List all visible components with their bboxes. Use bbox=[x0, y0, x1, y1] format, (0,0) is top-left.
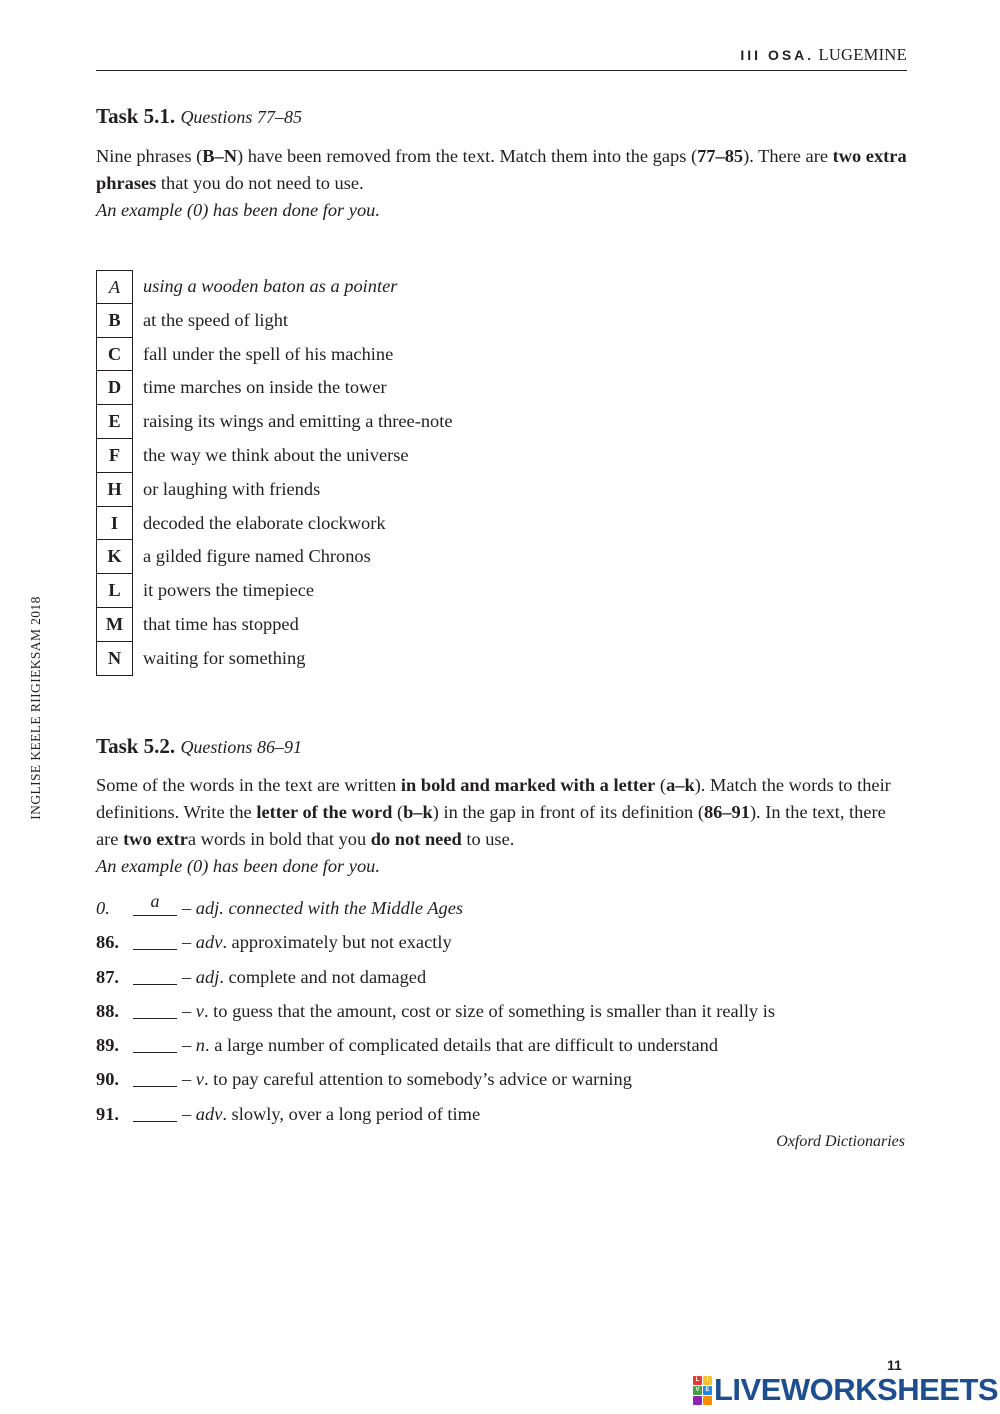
phrase-letter: I bbox=[96, 507, 133, 541]
task1-title bbox=[96, 104, 302, 129]
definition-number: 87. bbox=[96, 966, 119, 987]
definition-row bbox=[96, 1062, 916, 1096]
phrase-letter: A bbox=[96, 270, 133, 304]
phrase-letter: M bbox=[96, 608, 133, 642]
task2-instruction-text: Some of the words in the text are written in bold and marked with a letter (a–k). Match the words to their definitions. Write the letter of the word (b–k) in the gap in front of its definition (86–91). In the text, there are two extra words in bold that you do not need to use. bbox=[96, 775, 891, 849]
logo-tile: L bbox=[693, 1376, 702, 1385]
header-section: LUGEMINE bbox=[818, 45, 907, 64]
part-of-speech: adj bbox=[195, 966, 220, 987]
task1-instructions bbox=[96, 143, 908, 224]
task1-instruction-text: Nine phrases (B–N) have been removed from the text. Match them into the gaps (77–85). There are two extra phrases that you do not need to use. bbox=[96, 146, 907, 193]
definition-number: 91. bbox=[96, 1103, 119, 1124]
phrase-row bbox=[96, 439, 596, 473]
phrase-text: raising its wings and emitting a three-note bbox=[143, 411, 453, 432]
phrase-row bbox=[96, 473, 596, 507]
logo-wordmark: LIVEWORKSHEETS bbox=[714, 1372, 999, 1407]
definition-row bbox=[96, 925, 916, 959]
phrase-row bbox=[96, 608, 596, 642]
phrase-row bbox=[96, 540, 596, 574]
header-rule bbox=[96, 70, 907, 71]
definition-number: 0. bbox=[96, 898, 110, 918]
definition-text: – adj. complete and not damaged bbox=[182, 966, 427, 987]
phrase-letter: N bbox=[96, 642, 133, 676]
phrase-row bbox=[96, 371, 596, 405]
phrase-text: or laughing with friends bbox=[143, 478, 321, 499]
part-of-speech: n bbox=[195, 1035, 205, 1056]
task2-questions: Questions 86–91 bbox=[180, 737, 302, 757]
definition-text: – v. to guess that the amount, cost or size of something is smaller than it really is bbox=[182, 1000, 775, 1021]
header-part: III OSA. bbox=[740, 47, 815, 63]
answer-gap[interactable] bbox=[133, 984, 177, 985]
task2-title bbox=[96, 734, 302, 759]
example-answer: a bbox=[150, 891, 160, 911]
phrase-letter: K bbox=[96, 540, 133, 574]
answer-gap[interactable] bbox=[133, 1052, 177, 1053]
answer-gap[interactable] bbox=[133, 949, 177, 950]
phrase-text: using a wooden baton as a pointer bbox=[143, 276, 398, 296]
definition-text: – adv. slowly, over a long period of time bbox=[182, 1103, 481, 1124]
task2-example-note: An example (0) has been done for you. bbox=[96, 856, 380, 876]
definition-row bbox=[96, 960, 916, 994]
logo-tile: E bbox=[703, 1386, 712, 1395]
definition-example-row bbox=[96, 891, 916, 925]
logo-tile: V bbox=[693, 1386, 702, 1395]
task2-number: Task 5.2. bbox=[96, 734, 176, 758]
liveworksheets-logo bbox=[693, 1373, 998, 1407]
phrase-text: the way we think about the universe bbox=[143, 444, 409, 465]
part-of-speech: v bbox=[195, 1069, 204, 1090]
phrase-letter: C bbox=[96, 338, 133, 372]
phrase-letter: B bbox=[96, 304, 133, 338]
task1-questions: Questions 77–85 bbox=[180, 107, 302, 127]
phrase-text: at the speed of light bbox=[143, 309, 289, 330]
phrase-row bbox=[96, 304, 596, 338]
phrase-text: time marches on inside the tower bbox=[143, 377, 387, 398]
definition-text: – v. to pay careful attention to somebody’s advice or warning bbox=[182, 1069, 632, 1090]
task1-number: Task 5.1. bbox=[96, 104, 176, 128]
answer-gap[interactable] bbox=[133, 1018, 177, 1019]
phrase-letter: E bbox=[96, 405, 133, 439]
definition-list bbox=[96, 891, 916, 1131]
phrase-text: it powers the timepiece bbox=[143, 580, 315, 601]
phrase-row bbox=[96, 270, 596, 304]
definition-number: 88. bbox=[96, 1000, 119, 1021]
logo-tile: I bbox=[703, 1376, 712, 1385]
phrase-row bbox=[96, 338, 596, 372]
definition-number: 86. bbox=[96, 932, 119, 953]
phrase-letter: L bbox=[96, 574, 133, 608]
definition-row bbox=[96, 1097, 916, 1131]
phrase-text: a gilded figure named Chronos bbox=[143, 546, 371, 567]
answer-gap[interactable] bbox=[133, 1086, 177, 1087]
phrase-row bbox=[96, 507, 596, 541]
phrase-letter: D bbox=[96, 371, 133, 405]
definition-row bbox=[96, 994, 916, 1028]
definition-row bbox=[96, 1028, 916, 1062]
phrase-text: decoded the elaborate clockwork bbox=[143, 512, 386, 533]
definition-text: – adj. connected with the Middle Ages bbox=[182, 898, 464, 918]
definition-text: – n. a large number of complicated details that are difficult to understand bbox=[182, 1035, 719, 1056]
definition-text: – adv. approximately but not exactly bbox=[182, 932, 452, 953]
page-number: 11 bbox=[887, 1357, 902, 1373]
source-credit: Oxford Dictionaries bbox=[776, 1133, 905, 1150]
phrase-table bbox=[96, 270, 596, 676]
phrase-letter: F bbox=[96, 439, 133, 473]
phrase-text: waiting for something bbox=[143, 647, 306, 668]
definition-number: 89. bbox=[96, 1035, 119, 1056]
task1-example-note: An example (0) has been done for you. bbox=[96, 200, 380, 220]
part-of-speech: adv bbox=[195, 932, 223, 953]
phrase-row bbox=[96, 642, 596, 676]
part-of-speech: adv bbox=[195, 1103, 223, 1124]
logo-tile bbox=[703, 1396, 712, 1405]
part-of-speech: v bbox=[195, 1000, 204, 1021]
phrase-row bbox=[96, 405, 596, 439]
definition-number: 90. bbox=[96, 1069, 119, 1090]
phrase-text: that time has stopped bbox=[143, 613, 299, 634]
phrase-row bbox=[96, 574, 596, 608]
task2-instructions bbox=[96, 772, 908, 880]
answer-gap[interactable] bbox=[133, 1121, 177, 1122]
logo-tile bbox=[693, 1396, 702, 1405]
logo-tiles-icon bbox=[693, 1376, 712, 1405]
running-header bbox=[740, 45, 907, 65]
phrase-letter: H bbox=[96, 473, 133, 507]
side-label: INGLISE KEELE RIIGIEKSAM 2018 bbox=[28, 596, 43, 820]
phrase-text: fall under the spell of his machine bbox=[143, 343, 394, 364]
